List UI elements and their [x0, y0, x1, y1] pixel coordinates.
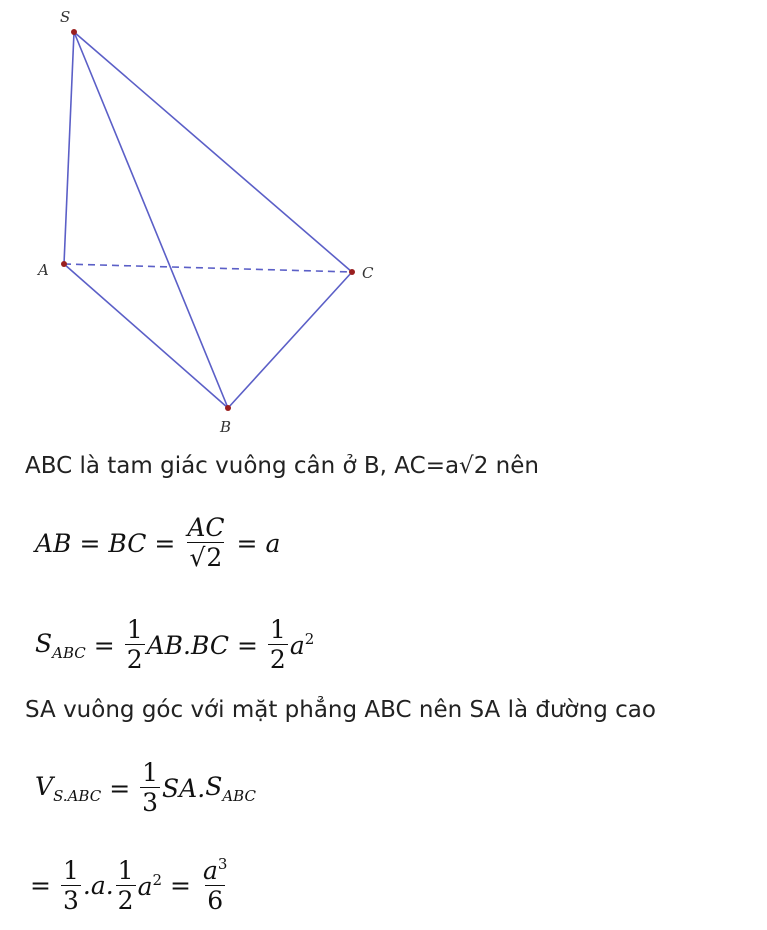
eq3-den: 3 [142, 788, 159, 818]
eq3-sa: SA. [162, 773, 206, 803]
edge-BC [228, 272, 352, 408]
eq2-s: $S_{ABC}$ [35, 628, 86, 662]
edge-SC [74, 32, 352, 272]
eq3-sub: S.ABC [53, 786, 102, 805]
eq4-f1-num: 1 [62, 855, 79, 885]
label-A: A [38, 261, 49, 279]
eq4-fraction-1 [61, 855, 81, 915]
eq4-equals-2: = [170, 871, 191, 901]
edge-AC-hidden [64, 264, 352, 272]
eq4-fraction-2 [116, 855, 136, 915]
eq4-f3-num: $a^3$ [202, 855, 228, 885]
eq4-f3-exponent: 3 [217, 855, 228, 873]
eq1-radicand: 2 [206, 543, 223, 573]
eq4-exponent: 2 [152, 870, 163, 889]
eq4-f3-den: 6 [207, 886, 224, 916]
label-C: C [362, 264, 374, 282]
edge-SA [64, 32, 74, 264]
eq3-s-abc: $S_{ABC}$ [205, 771, 256, 805]
eq3-num: 1 [142, 758, 159, 787]
point-A [61, 261, 67, 267]
sqrt-sign: √ [189, 543, 206, 573]
edge-AB [64, 264, 228, 408]
eq4-f1-den: 3 [62, 885, 79, 915]
eq1-result: a [265, 528, 281, 558]
eq4-fraction-3 [201, 857, 229, 915]
eq2-f1-den: 2 [126, 645, 143, 675]
eq4-f2-den: 2 [117, 885, 134, 915]
eq4-a: a [90, 871, 106, 901]
eq4-f2-num: 1 [117, 855, 134, 885]
label-B: B [220, 418, 232, 436]
eq2-equals-2: = [236, 630, 258, 660]
eq3-sub2: ABC [222, 786, 256, 805]
statement-line-2: SA vuông góc với mặt phẳng ABC nên SA là đường cao [25, 697, 656, 723]
eq1-equals-2: = [154, 528, 176, 558]
eq4-dot-2: . [105, 871, 114, 901]
eq2-f1-num: 1 [126, 615, 143, 644]
label-S: S [60, 8, 71, 26]
eq2-a-squared: $a^2$ [289, 630, 315, 661]
eq2-equals-1: = [93, 630, 115, 660]
pyramid-figure [0, 0, 767, 440]
equation-volume [35, 760, 256, 817]
point-B [225, 405, 231, 411]
eq1-ab: AB [35, 528, 72, 558]
eq2-fraction-2 [268, 617, 288, 674]
eq1-equals-3: = [236, 528, 258, 558]
equation-volume-result [30, 857, 231, 915]
eq4-dot-1: . [82, 871, 91, 901]
equation-area [35, 617, 314, 674]
eq1-denominator [187, 542, 224, 572]
eq4-a-squared: $a^2$ [137, 870, 163, 901]
eq1-equals-1: = [79, 528, 101, 558]
eq2-sub: ABC [52, 643, 86, 662]
eq3-equals: = [109, 773, 131, 803]
eq1-bc: BC [108, 528, 147, 558]
eq2-ab-bc: AB.BC [146, 630, 229, 660]
eq2-f2-num: 1 [269, 615, 286, 644]
point-S [71, 29, 77, 35]
eq1-fraction [185, 515, 226, 572]
point-C [349, 269, 355, 275]
equation-ab-bc [35, 515, 280, 572]
eq4-equals-1: = [30, 871, 51, 901]
eq2-f2-den: 2 [269, 645, 286, 675]
eq2-fraction-1 [125, 617, 145, 674]
eq3-fraction [140, 760, 160, 817]
edge-SB [74, 32, 228, 408]
eq2-exponent: 2 [304, 630, 315, 649]
eq3-v: $V_{S.ABC}$ [35, 771, 102, 805]
eq1-numerator: AC [187, 513, 225, 542]
statement-line-1: ABC là tam giác vuông cân ở B, AC=a√2 nên [25, 453, 539, 479]
